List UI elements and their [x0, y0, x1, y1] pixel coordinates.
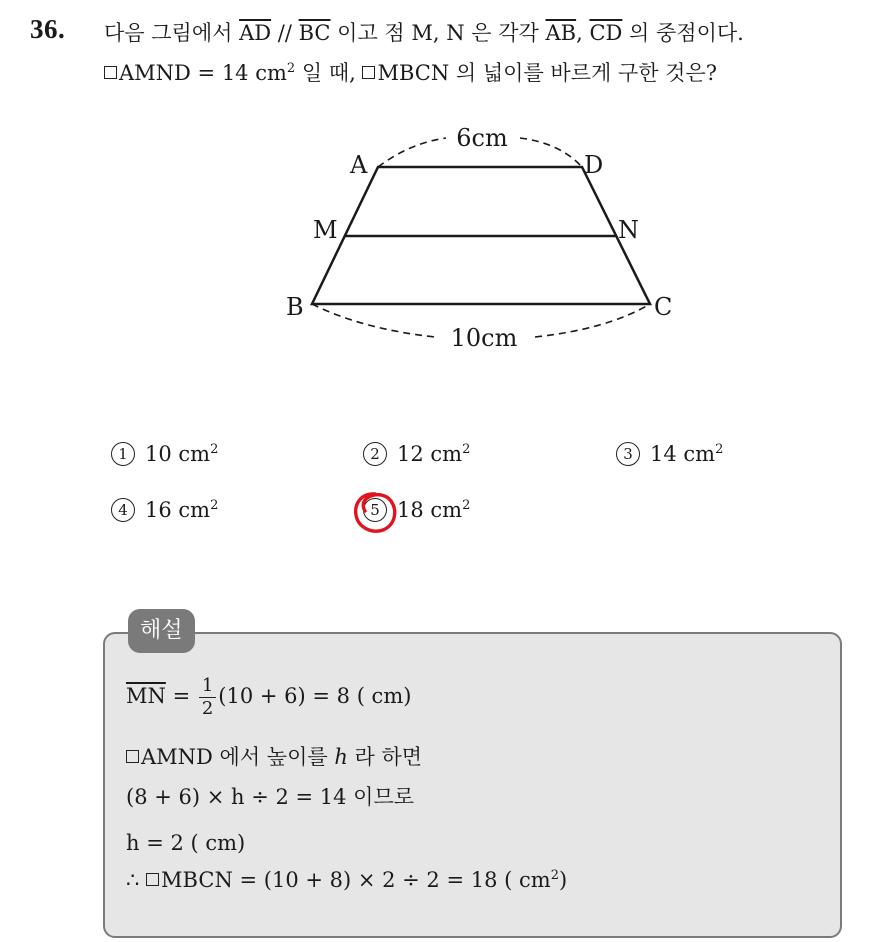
- question-text: 다음 그림에서: [104, 21, 240, 45]
- solution-text: (10 + 6) = 8 ( cm): [218, 684, 412, 708]
- solution-text: AMND 에서 높이를: [141, 745, 335, 769]
- question-text: AMND = 14 cm: [119, 61, 287, 85]
- choice-1[interactable]: [111, 442, 218, 466]
- solution-line-5: [126, 868, 567, 892]
- therefore-symbol: ∴: [126, 868, 147, 892]
- superscript: 2: [550, 868, 559, 883]
- comma: ,: [576, 21, 590, 45]
- choice-text: 14 cm: [650, 442, 716, 466]
- superscript: 2: [210, 442, 219, 457]
- length-bottom: 10cm: [450, 324, 518, 352]
- fraction: [199, 675, 216, 720]
- solution-line-3: (8 + 6) × h ÷ 2 = 14 이므로: [126, 785, 415, 809]
- solution-line-4: h = 2 ( cm): [126, 831, 246, 855]
- solution-text: MBCN = (10 + 8) × 2 ÷ 2 = 18 ( cm: [161, 868, 551, 892]
- choice-text: 18 cm: [397, 498, 463, 522]
- variable-h: h: [334, 745, 348, 769]
- quadrilateral-icon: [104, 66, 117, 79]
- equals: =: [165, 684, 197, 708]
- question-text: 일 때,: [295, 61, 363, 85]
- choice-number: 5: [363, 498, 387, 522]
- label-c: C: [654, 293, 673, 321]
- label-b: B: [286, 293, 304, 321]
- choice-3[interactable]: [616, 442, 723, 466]
- label-d: D: [584, 151, 604, 179]
- solution-tab: 해설: [128, 609, 195, 653]
- trapezoid-figure: [270, 115, 690, 360]
- segment-ad: $\overline{AD}$: [239, 21, 272, 45]
- question-number: 36.: [30, 14, 66, 44]
- choice-text: 10 cm: [145, 442, 211, 466]
- solution-line-2: [126, 741, 422, 771]
- quadrilateral-icon: [146, 873, 159, 886]
- length-top: 6cm: [456, 124, 508, 152]
- label-m: M: [313, 216, 338, 244]
- solution-line-1: [126, 675, 411, 720]
- question-text: 의 중점이다.: [622, 21, 744, 45]
- question-line-2: [104, 57, 717, 87]
- choice-text: 16 cm: [145, 498, 211, 522]
- choice-4[interactable]: [111, 498, 218, 522]
- question-line-1: [104, 17, 744, 47]
- segment-cd: $\overline{CD}$: [589, 21, 623, 45]
- superscript: 2: [462, 498, 471, 513]
- solution-text: ): [558, 868, 568, 892]
- fraction-numerator: 1: [199, 675, 216, 698]
- choice-2[interactable]: [363, 442, 470, 466]
- label-n: N: [618, 216, 639, 244]
- segment-mn: $\overline{MN}$: [126, 684, 166, 708]
- choice-text: 12 cm: [397, 442, 463, 466]
- choice-number: 3: [616, 442, 640, 466]
- quadrilateral-icon: [362, 66, 375, 79]
- question-text: 이고 점 M, N 은 각각: [330, 21, 546, 45]
- quadrilateral-icon: [126, 750, 139, 763]
- answer-mark-icon: [351, 489, 401, 539]
- superscript: 2: [715, 442, 724, 457]
- segment-ab: $\overline{AB}$: [545, 21, 577, 45]
- question-text: MBCN 의 넓이를 바르게 구한 것은?: [377, 61, 718, 85]
- choice-number: 2: [363, 442, 387, 466]
- superscript: 2: [210, 498, 219, 513]
- superscript: 2: [462, 442, 471, 457]
- superscript: 2: [286, 61, 296, 76]
- choice-number: 1: [111, 442, 135, 466]
- choice-number: 4: [111, 498, 135, 522]
- solution-text: 라 하면: [347, 745, 423, 769]
- fraction-denominator: 2: [201, 698, 214, 719]
- segment-bc: $\overline{BC}$: [298, 21, 331, 45]
- parallel-symbol: //: [271, 21, 299, 45]
- label-a: A: [350, 151, 368, 179]
